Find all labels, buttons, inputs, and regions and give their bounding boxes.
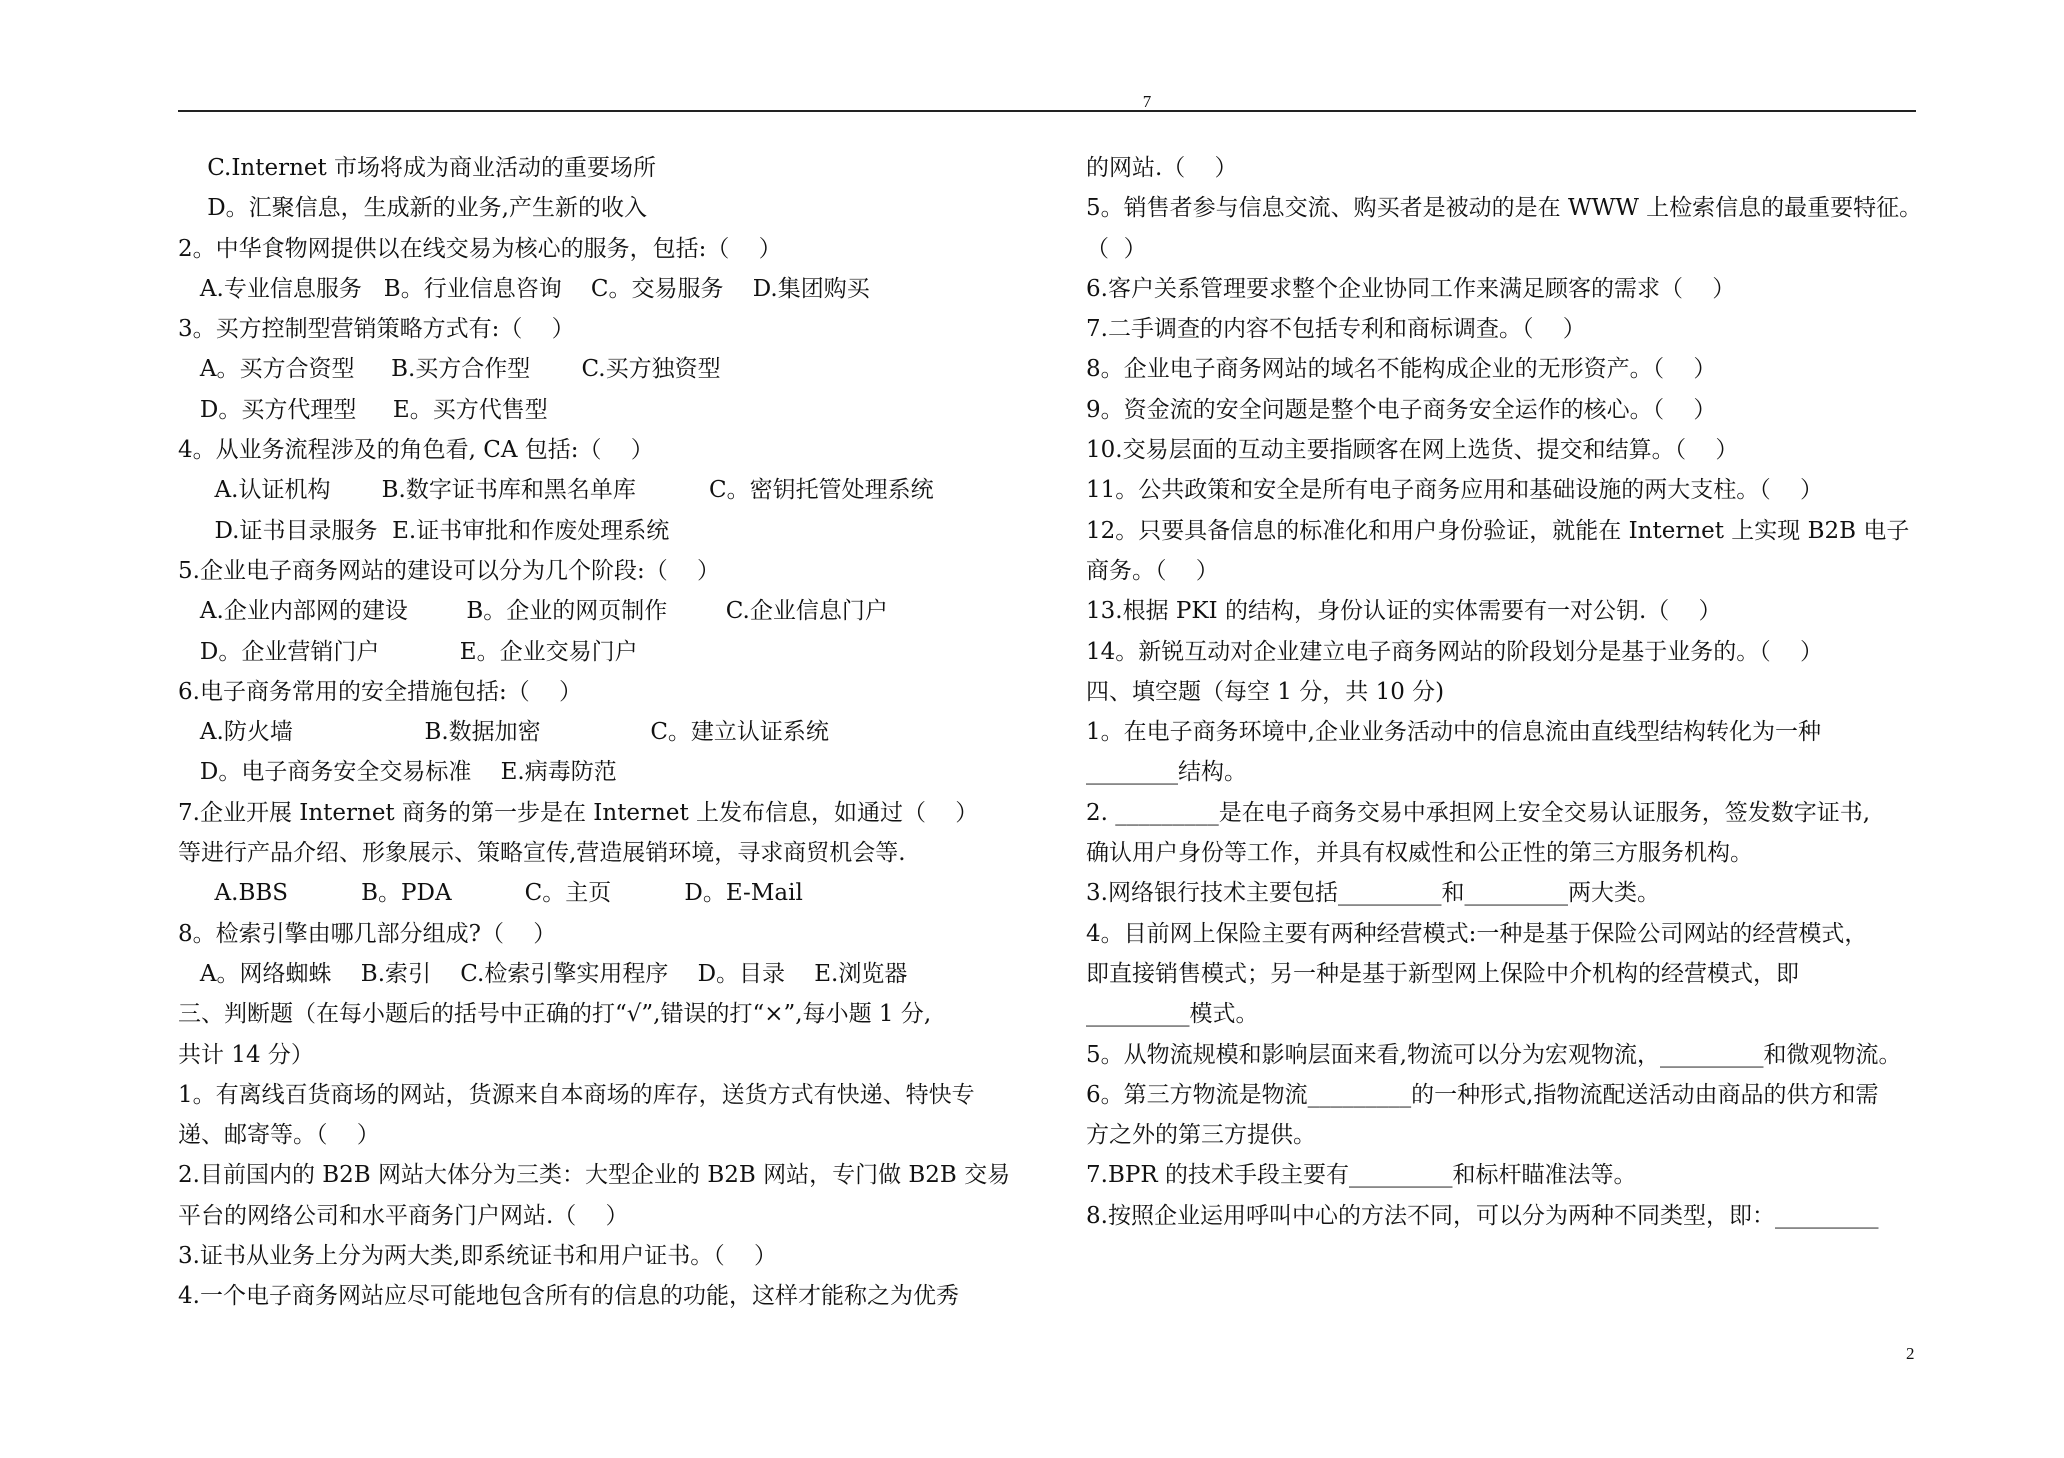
text-line: 5。销售者参与信息交流、购买者是被动的是在 WWW 上检索信息的最重要特征。 <box>1086 195 1923 222</box>
text-line: 2. _________是在电子商务交易中承担网上安全交易认证服务，签发数字证书, <box>1086 799 1871 826</box>
right-column <box>1086 148 1926 1236</box>
text-line: 6.电子商务常用的安全措施包括:（ ） <box>178 678 582 705</box>
text-line: 8。企业电子商务网站的域名不能构成企业的无形资产。（ ） <box>1086 356 1717 383</box>
text-line: 5。从物流规模和影响层面来看,物流可以分为宏观物流，_________和微观物流。 <box>1086 1041 1902 1068</box>
text-line: 4.一个电子商务网站应尽可能地包含所有的信息的功能，这样才能称之为优秀 <box>178 1283 959 1310</box>
header-divider <box>178 110 1916 112</box>
text-line: 5.企业电子商务网站的建设可以分为几个阶段:（ ） <box>178 557 720 584</box>
text-line: D。买方代理型 E。买方代售型 <box>178 396 548 423</box>
text-line: D。电子商务安全交易标准 E.病毒防范 <box>178 759 617 786</box>
text-line: 10.交易层面的互动主要指顾客在网上选货、提交和结算。（ ） <box>1086 437 1739 464</box>
text-line: 7.企业开展 Internet 商务的第一步是在 Internet 上发布信息，如通过（ ） <box>178 799 979 826</box>
text-line: A.企业内部网的建设 B。企业的网页制作 C.企业信息门户 <box>178 598 888 625</box>
text-line: 6。第三方物流是物流_________的一种形式,指物流配送活动由商品的供方和需 <box>1086 1081 1879 1108</box>
text-line: 4。目前网上保险主要有两种经营模式:一种是基于保险公司网站的经营模式， <box>1086 920 1868 947</box>
text-line: A.BBS B。PDA C。主页 D。E-Mail <box>178 880 803 907</box>
text-line: _________模式。 <box>1086 1001 1259 1028</box>
text-line: 13.根据 PKI 的结构，身份认证的实体需要有一对公钥.（ ） <box>1086 598 1722 625</box>
text-line: 9。资金流的安全问题是整个电子商务安全运作的核心。（ ） <box>1086 396 1717 423</box>
text-line: A.专业信息服务 B。行业信息咨询 C。交易服务 D.集团购买 <box>178 275 870 302</box>
text-line: 4。从业务流程涉及的角色看, CA 包括:（ ） <box>178 437 654 464</box>
text-line: D.证书目录服务 E.证书审批和作废处理系统 <box>178 517 670 544</box>
text-line: 1。有离线百货商场的网站，货源来自本商场的库存，送货方式有快递、特快专 <box>178 1081 975 1108</box>
text-line: C.Internet 市场将成为商业活动的重要场所 <box>178 155 657 181</box>
left-column <box>178 148 1038 1317</box>
text-line: 方之外的第三方提供。 <box>1086 1122 1316 1149</box>
text-line: 3.证书从业务上分为两大类,即系统证书和用户证书。（ ） <box>178 1243 777 1270</box>
text-line: 7.BPR 的技术手段主要有_________和标杆瞄准法等。 <box>1086 1162 1637 1189</box>
text-line: 1。在电子商务环境中,企业业务活动中的信息流由直线型结构转化为一种 <box>1086 719 1821 746</box>
text-line: （ ） <box>1086 235 1147 262</box>
text-line: 3。买方控制型营销策略方式有:（ ） <box>178 316 575 343</box>
text-line: ________结构。 <box>1086 759 1247 786</box>
text-line: 8。检索引擎由哪几部分组成?（ ） <box>178 920 557 947</box>
text-line: 四、填空题（每空 1 分，共 10 分) <box>1086 678 1445 705</box>
text-line: 12。只要具备信息的标准化和用户身份验证，就能在 Internet 上实现 B2B 电子 <box>1086 517 1910 544</box>
text-line: 等进行产品介绍、形象展示、策略宣传,营造展销环境，寻求商贸机会等. <box>178 840 906 867</box>
text-line: 三、判断题（在每小题后的括号中正确的打“√”,错误的打“×”,每小题 1 分, <box>178 1001 932 1028</box>
text-line: 11。公共政策和安全是所有电子商务应用和基础设施的两大支柱。（ ） <box>1086 477 1824 504</box>
text-line: 14。新锐互动对企业建立电子商务网站的阶段划分是基于业务的。（ ） <box>1086 638 1824 665</box>
text-line: 6.客户关系管理要求整个企业协同工作来满足顾客的需求（ ） <box>1086 275 1736 302</box>
text-line: 商务。（ ） <box>1086 557 1219 584</box>
text-line: 8.按照企业运用呼叫中心的方法不同，可以分为两种不同类型，即：_________ <box>1086 1202 1879 1229</box>
text-line: 的网站.（ ） <box>1086 155 1238 181</box>
header-page-number: 7 <box>1142 92 1152 111</box>
text-line: 7.二手调查的内容不包括专利和商标调查。（ ） <box>1086 316 1586 343</box>
text-line: A.防火墙 B.数据加密 C。建立认证系统 <box>178 719 829 746</box>
text-line: A。网络蜘蛛 B.索引 C.检索引擎实用程序 D。目录 E.浏览器 <box>178 960 908 987</box>
text-line: A.认证机构 B.数字证书库和黑名单库 C。密钥托管处理系统 <box>178 477 934 504</box>
text-line: 共计 14 分） <box>178 1041 314 1068</box>
text-line: 3.网络银行技术主要包括_________和_________两大类。 <box>1086 880 1660 907</box>
footer-page-number: 2 <box>1906 1344 1915 1363</box>
text-line: D。企业营销门户 E。企业交易门户 <box>178 638 638 665</box>
text-line: A。买方合资型 B.买方合作型 C.买方独资型 <box>178 356 721 383</box>
text-line: 即直接销售模式；另一种是基于新型网上保险中介机构的经营模式，即 <box>1086 960 1799 987</box>
text-line: D。汇聚信息，生成新的业务,产生新的收入 <box>178 195 647 222</box>
text-line: 递、邮寄等。（ ） <box>178 1122 380 1149</box>
text-line: 2.目前国内的 B2B 网站大体分为三类：大型企业的 B2B 网站，专门做 B2B 交易 <box>178 1162 1011 1189</box>
text-line: 确认用户身份等工作，并具有权威性和公正性的第三方服务机构。 <box>1086 840 1753 867</box>
text-line: 2。中华食物网提供以在线交易为核心的服务，包括:（ ） <box>178 235 782 262</box>
text-line: 平台的网络公司和水平商务门户网站.（ ） <box>178 1202 629 1229</box>
